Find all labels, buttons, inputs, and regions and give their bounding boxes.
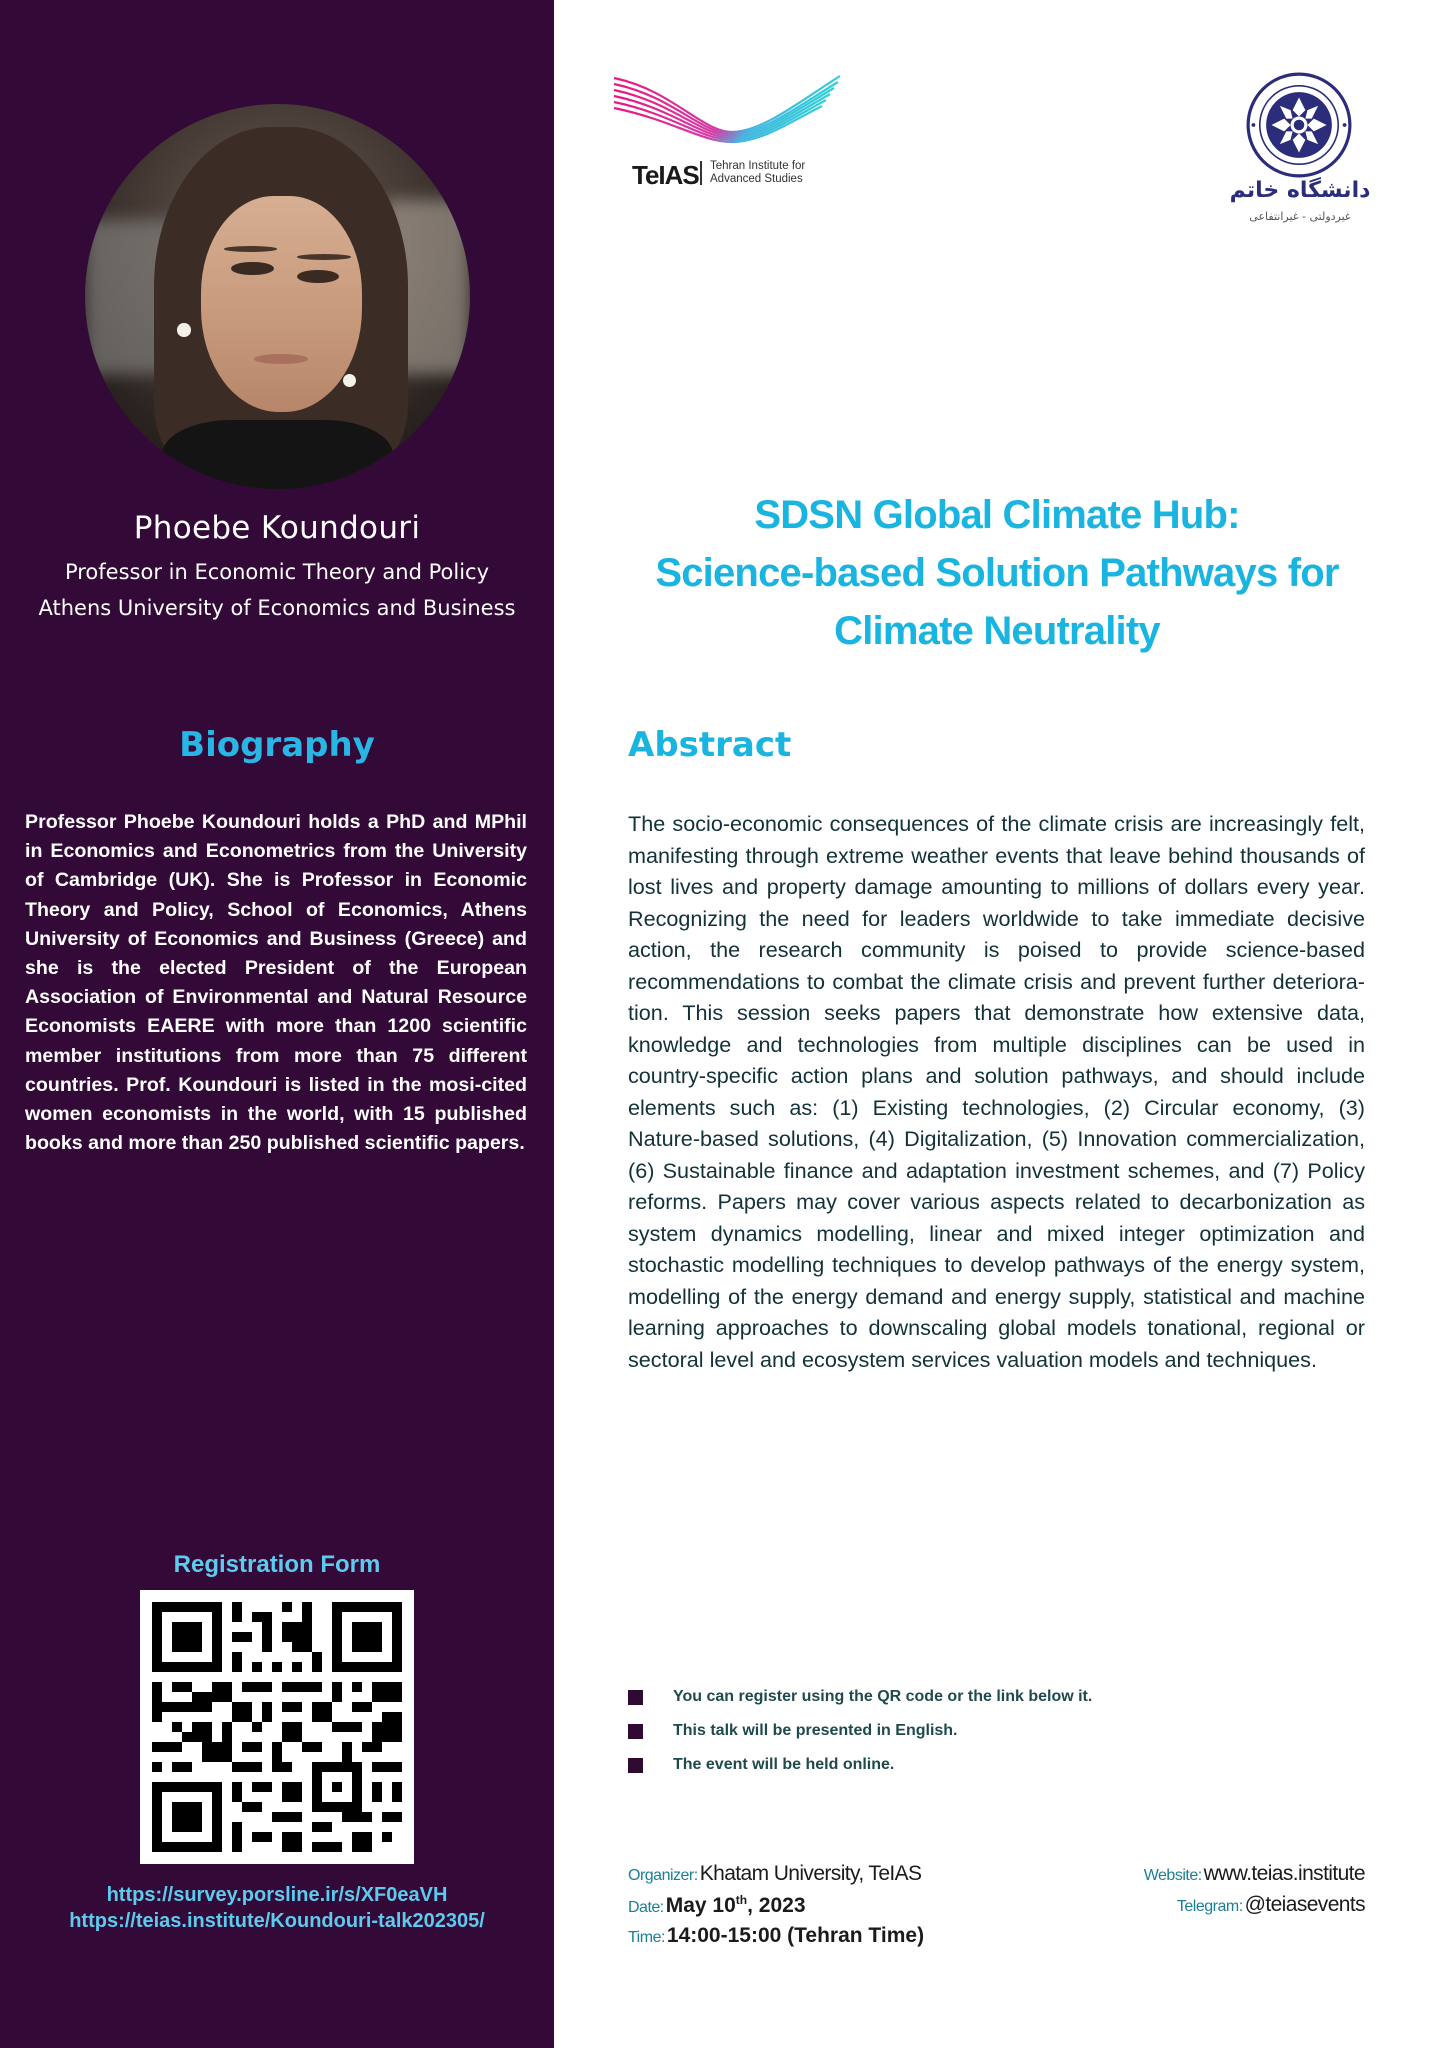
square-bullet-icon — [628, 1758, 643, 1773]
time-value: 14:00-15:00 (Tehran Time) — [666, 1924, 925, 1947]
event-info-right — [1144, 1862, 1365, 1924]
photo-jacket — [162, 420, 393, 489]
event-note — [628, 1714, 1228, 1748]
speaker-name: Phoebe Koundouri — [133, 510, 421, 546]
time-label: Time: — [628, 1929, 665, 1946]
photo-lips — [254, 354, 308, 364]
speaker-affiliation: Athens University of Economics and Business — [38, 596, 516, 620]
khatam-university-subtitle: غیردولتی - غیرانتفاعی — [1249, 210, 1351, 223]
website-label: Website: — [1143, 1867, 1202, 1884]
photo-brow — [297, 254, 351, 260]
event-note — [628, 1748, 1228, 1782]
photo-face — [201, 196, 363, 412]
organizer-value: Khatam University, TeIAS — [699, 1862, 922, 1885]
date-suffix: th — [735, 1893, 748, 1907]
date-value — [666, 1894, 806, 1917]
qr-code-icon[interactable] — [140, 1590, 414, 1864]
telegram-label: Telegram: — [1176, 1898, 1243, 1915]
organizer-label: Organizer: — [628, 1867, 698, 1884]
speaker-photo — [85, 104, 470, 489]
event-note-text: The event will be held online. — [673, 1756, 895, 1773]
abstract-text: The socio-economic consequences of the climate crisis are increasingly felt, manifesting through extreme weather events that leave behind thousands of lost lives and property damage amounting to millions of dollars every year. Recognizing the need for leaders worldwide to take immediate decisive action, the research community is poised to provide science-based recommendations to combat the climate crisis and prevent further deteriora-tion. This session seeks papers that demonstrate how extensive data, knowledge and technologies from multiple disciplines can be used in country-specific action plans and solution pathways, and should include elements such as: (1) Existing technologies, (2) Circular economy, (3) Nature-based solutions, (4) Digitalization, (5) Innovation commercialization, (6) Sustainable finance and adaptation investment schemes, and (7) Policy reforms. Papers may cover various aspects related to decarbonization as system dynamics modelling, linear and mixed integer optimization and stochastic modelling techniques to develop pathways of the energy system, modelling of the energy demand and energy supply, statistical and machine learning approaches to downscaling global models tonational, regional or sectoral level and ecosystem services valuation models and techniques. — [628, 811, 1365, 1372]
registration-link-teias[interactable]: https://teias.institute/Koundouri-talk202305/ — [69, 1910, 485, 1932]
photo-eye — [297, 270, 339, 283]
event-note-text: This talk will be presented in English. — [673, 1722, 958, 1739]
date-day: May 10 — [665, 1894, 736, 1917]
time-row — [628, 1924, 924, 1955]
event-info-left — [628, 1862, 924, 1955]
date-year: , 2023 — [747, 1894, 806, 1917]
abstract-heading: Abstract — [628, 725, 792, 765]
speaker-sidebar — [0, 0, 554, 2048]
photo-eye — [231, 262, 273, 275]
organizer-row — [628, 1862, 924, 1893]
website-row — [1144, 1862, 1365, 1893]
telegram-row — [1144, 1893, 1365, 1924]
talk-title-line: Climate Neutrality — [834, 609, 1160, 653]
telegram-handle[interactable]: @teiasevents — [1244, 1893, 1365, 1916]
speaker-role: Professor in Economic Theory and Policy — [64, 560, 490, 584]
event-note — [628, 1680, 1228, 1714]
date-row — [628, 1893, 924, 1924]
event-notes-list — [628, 1680, 1228, 1782]
teias-subtitle — [710, 160, 805, 186]
qr-code-graphic — [152, 1602, 402, 1852]
teias-subtitle-line: Advanced Studies — [710, 173, 803, 185]
square-bullet-icon — [628, 1690, 643, 1705]
square-bullet-icon — [628, 1724, 643, 1739]
teias-subtitle-line: Tehran Institute for — [710, 160, 806, 172]
talk-title-line: SDSN Global Climate Hub: — [754, 493, 1240, 537]
khatam-university-name: دانشگاه خاتم — [1229, 178, 1371, 203]
website-link[interactable]: www.teias.institute — [1203, 1862, 1365, 1885]
registration-link-survey[interactable]: https://survey.porsline.ir/s/XF0eaVH — [106, 1884, 448, 1906]
talk-title-line: Science-based Solution Pathways for — [655, 551, 1339, 595]
teias-wordmark: TeIAS — [632, 160, 699, 190]
biography-text: Professor Phoebe Koundouri holds a PhD and MPhil in Economics and Econometrics from the University of Cambridge (UK). She is Professor in Economic Theory and Policy, School of Economics, Athens University of Economics and Business (Greece) and she is the elected President of the European Association of Environmental and Natural Resource Economists EAERE with more than 1200 scientific member institutions from more than 75 different countries. Prof. Koundouri is listed in the mosi-cited women economists in the world, with 15 published books and more than 250 published scientific papers. — [25, 811, 527, 1155]
talk-title — [612, 486, 1382, 660]
date-label: Date: — [628, 1899, 664, 1916]
registration-heading: Registration Form — [173, 1551, 381, 1578]
teias-separator — [700, 161, 702, 185]
event-note-text: You can register using the QR code or the link below it. — [673, 1688, 1093, 1705]
photo-earring — [177, 323, 190, 336]
biography-heading: Biography — [179, 725, 375, 765]
khatam-university-seal-icon — [1246, 72, 1352, 178]
